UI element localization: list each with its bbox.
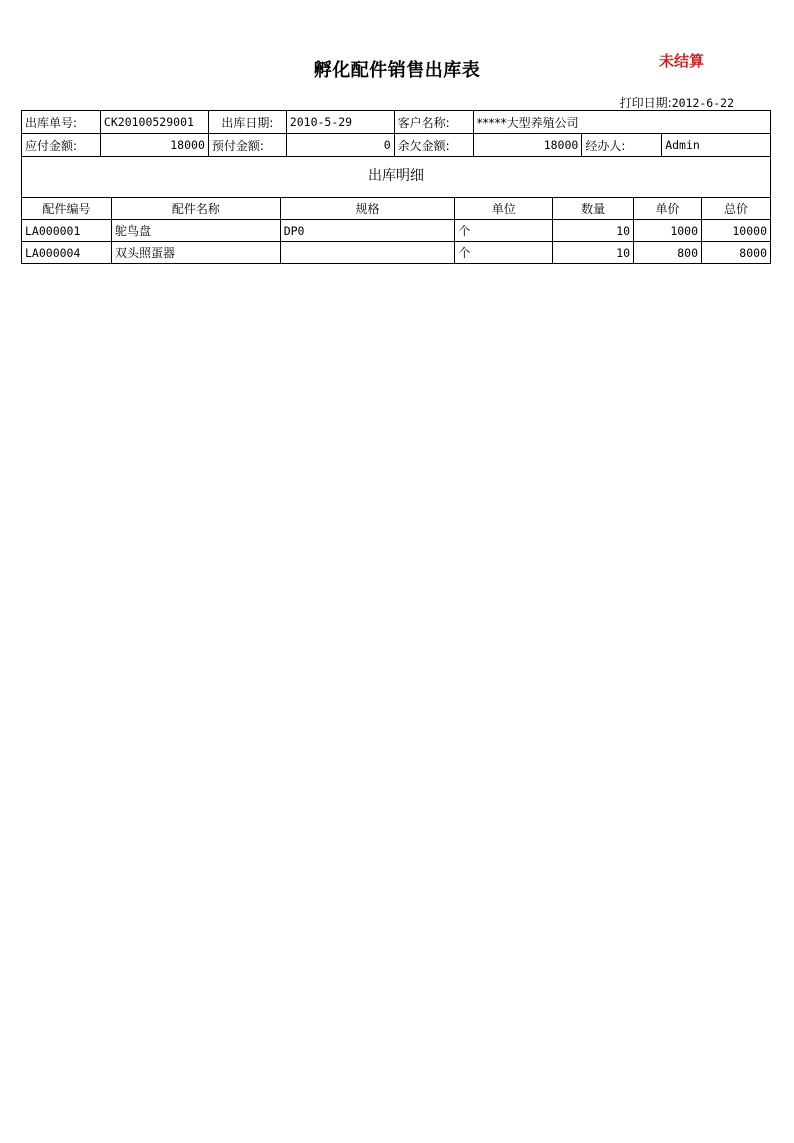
quantity-cell: 10 xyxy=(553,220,634,242)
table-row xyxy=(22,220,771,242)
print-date-label: 打印日期: xyxy=(619,96,672,110)
order-no-value: CK20100529001 xyxy=(100,111,208,134)
detail-table xyxy=(21,197,771,264)
balance-value: 18000 xyxy=(473,134,582,157)
part-code-cell: LA000001 xyxy=(22,220,112,242)
order-header-table xyxy=(21,110,771,157)
detail-header-row xyxy=(22,198,771,220)
column-header: 单位 xyxy=(455,198,553,220)
total-price-cell: 8000 xyxy=(702,242,771,264)
header-row-2 xyxy=(22,134,771,157)
spec-cell: DP0 xyxy=(280,220,455,242)
header-row-1 xyxy=(22,111,771,134)
customer-label: 客户名称: xyxy=(394,111,473,134)
balance-label: 余欠金额: xyxy=(394,134,473,157)
quantity-cell: 10 xyxy=(553,242,634,264)
prepaid-value: 0 xyxy=(286,134,394,157)
column-header: 配件名称 xyxy=(111,198,280,220)
unit-cell: 个 xyxy=(455,242,553,264)
detail-section-title: 出库明细 xyxy=(21,156,771,197)
unit-price-cell: 1000 xyxy=(634,220,702,242)
column-header: 总价 xyxy=(702,198,771,220)
column-header: 规格 xyxy=(280,198,455,220)
payable-label: 应付金额: xyxy=(22,134,101,157)
column-header: 单价 xyxy=(634,198,702,220)
settlement-status-stamp: 未结算 xyxy=(659,52,705,70)
table-row xyxy=(22,242,771,264)
handler-label: 经办人: xyxy=(582,134,662,157)
unit-price-cell: 800 xyxy=(634,242,702,264)
page-title: 孵化配件销售出库表 xyxy=(313,60,481,81)
part-code-cell: LA000004 xyxy=(22,242,112,264)
print-date-value: 2012-6-22 xyxy=(671,96,734,110)
prepaid-label: 预付金额: xyxy=(208,134,286,157)
part-name-cell: 鸵鸟盘 xyxy=(111,220,280,242)
column-header: 配件编号 xyxy=(22,198,112,220)
print-date xyxy=(620,94,734,111)
out-date-value: 2010-5-29 xyxy=(286,111,394,134)
customer-value: *****大型养殖公司 xyxy=(473,111,770,134)
out-date-label: 出库日期: xyxy=(208,111,286,134)
payable-value: 18000 xyxy=(100,134,208,157)
part-name-cell: 双头照蛋器 xyxy=(111,242,280,264)
handler-value: Admin xyxy=(662,134,771,157)
column-header: 数量 xyxy=(553,198,634,220)
order-no-label: 出库单号: xyxy=(22,111,101,134)
unit-cell: 个 xyxy=(455,220,553,242)
spec-cell xyxy=(280,242,455,264)
total-price-cell: 10000 xyxy=(702,220,771,242)
